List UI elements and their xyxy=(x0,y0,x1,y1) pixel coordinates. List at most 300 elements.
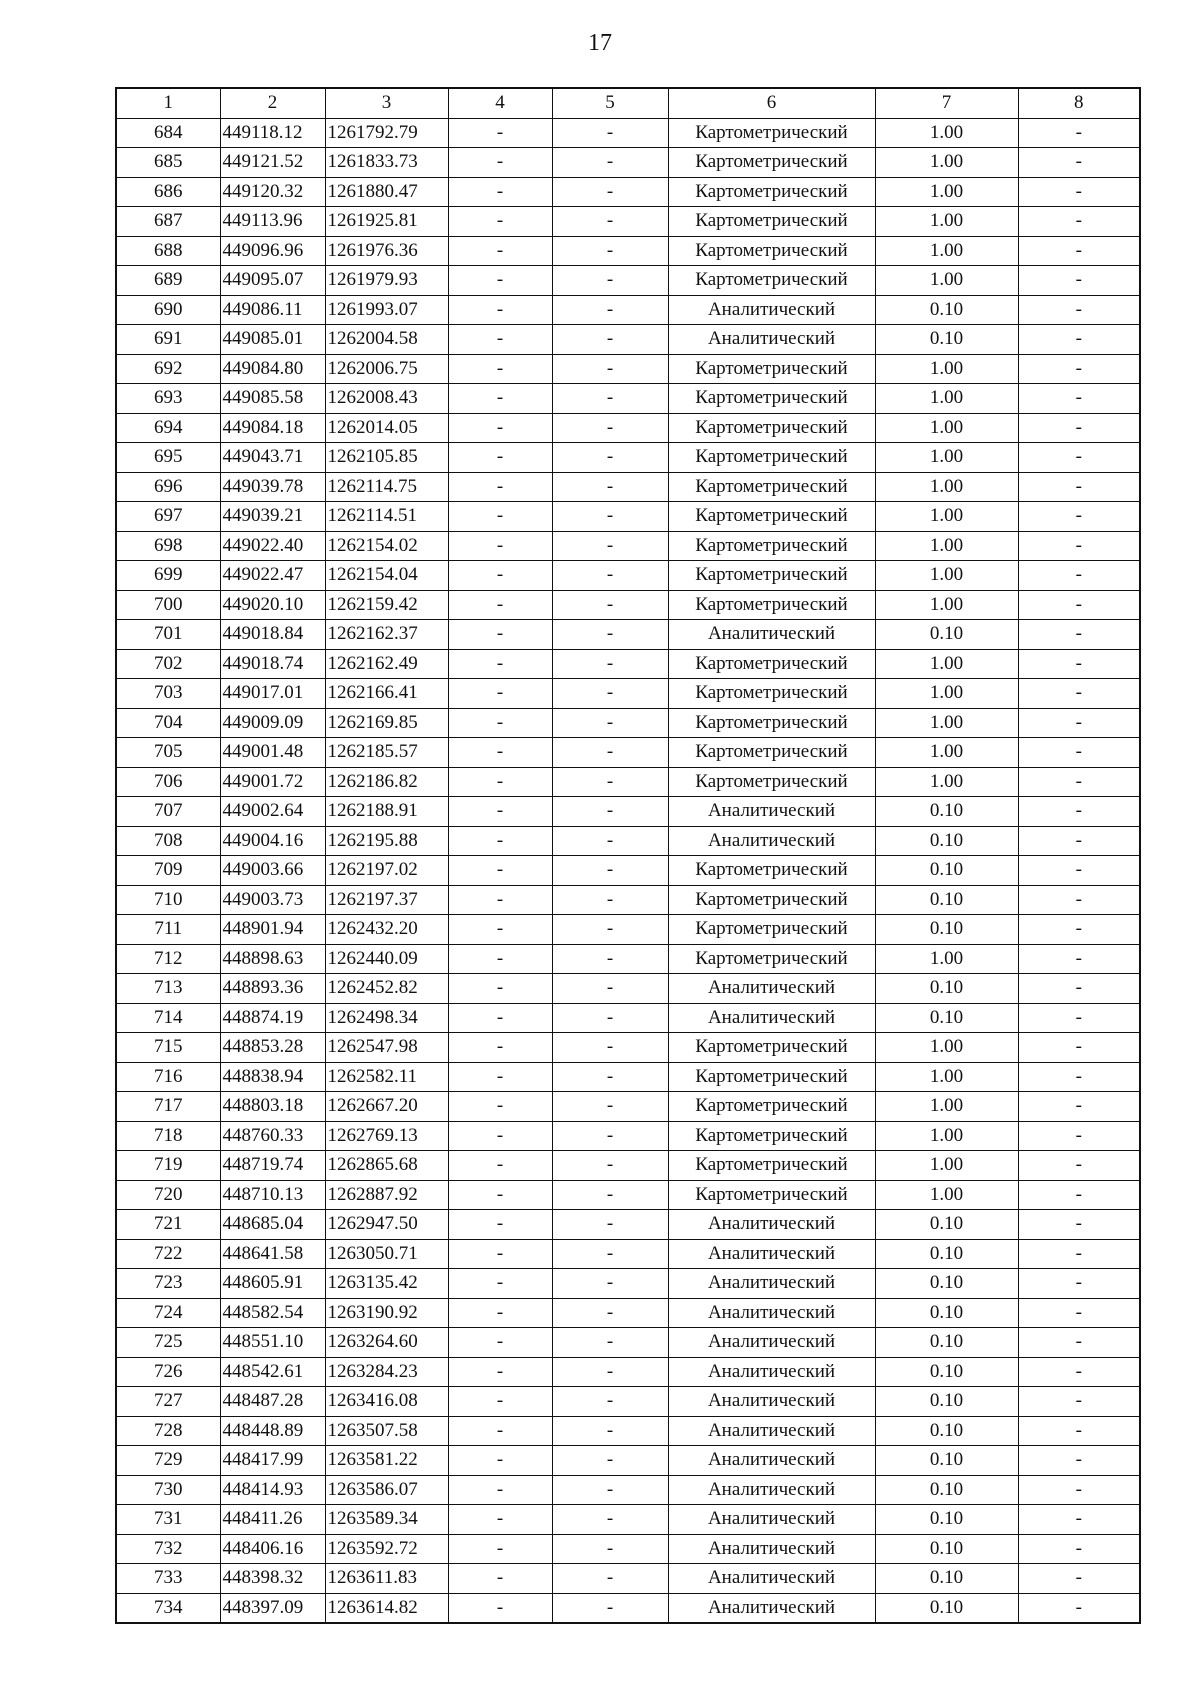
x-coordinate-cell: 449084.80 xyxy=(220,354,325,384)
x-coordinate-cell: 448685.04 xyxy=(220,1210,325,1240)
column-8-cell: - xyxy=(1018,856,1140,886)
x-coordinate-cell: 449039.21 xyxy=(220,502,325,532)
column-8-cell: - xyxy=(1018,1180,1140,1210)
x-coordinate-cell: 449022.40 xyxy=(220,531,325,561)
x-coordinate-cell: 449002.64 xyxy=(220,797,325,827)
table-row xyxy=(116,1092,1140,1122)
x-coordinate-cell: 449004.16 xyxy=(220,826,325,856)
y-coordinate-cell: 1262154.04 xyxy=(325,561,448,591)
accuracy-cell: 1.00 xyxy=(875,413,1018,443)
table-row xyxy=(116,1151,1140,1181)
point-number-cell: 729 xyxy=(116,1446,220,1476)
x-coordinate-cell: 448641.58 xyxy=(220,1239,325,1269)
column-4-cell: - xyxy=(448,915,552,945)
table-row xyxy=(116,649,1140,679)
accuracy-cell: 1.00 xyxy=(875,561,1018,591)
column-8-cell: - xyxy=(1018,1033,1140,1063)
column-4-cell: - xyxy=(448,738,552,768)
table-row xyxy=(116,915,1140,945)
column-5-cell: - xyxy=(552,1062,668,1092)
column-4-cell: - xyxy=(448,856,552,886)
column-4-cell: - xyxy=(448,148,552,178)
table-row xyxy=(116,738,1140,768)
column-4-cell: - xyxy=(448,1416,552,1446)
point-number-cell: 692 xyxy=(116,354,220,384)
point-number-cell: 705 xyxy=(116,738,220,768)
x-coordinate-cell: 448551.10 xyxy=(220,1328,325,1358)
method-cell: Картометрический xyxy=(668,767,875,797)
column-8-cell: - xyxy=(1018,1416,1140,1446)
y-coordinate-cell: 1263284.23 xyxy=(325,1357,448,1387)
page-number: 17 xyxy=(588,30,612,56)
column-8-cell: - xyxy=(1018,826,1140,856)
y-coordinate-cell: 1263581.22 xyxy=(325,1446,448,1476)
method-cell: Аналитический xyxy=(668,1210,875,1240)
y-coordinate-cell: 1263264.60 xyxy=(325,1328,448,1358)
column-5-cell: - xyxy=(552,118,668,148)
y-coordinate-cell: 1262162.49 xyxy=(325,649,448,679)
column-5-cell: - xyxy=(552,413,668,443)
y-coordinate-cell: 1262162.37 xyxy=(325,620,448,650)
column-5-cell: - xyxy=(552,1092,668,1122)
column-8-cell: - xyxy=(1018,1357,1140,1387)
x-coordinate-cell: 449085.58 xyxy=(220,384,325,414)
column-5-cell: - xyxy=(552,1475,668,1505)
method-cell: Картометрический xyxy=(668,443,875,473)
method-cell: Картометрический xyxy=(668,1062,875,1092)
method-cell: Аналитический xyxy=(668,325,875,355)
accuracy-cell: 1.00 xyxy=(875,207,1018,237)
method-cell: Картометрический xyxy=(668,1151,875,1181)
y-coordinate-cell: 1262004.58 xyxy=(325,325,448,355)
method-cell: Аналитический xyxy=(668,295,875,325)
x-coordinate-cell: 448582.54 xyxy=(220,1298,325,1328)
column-header: 5 xyxy=(552,88,668,118)
column-8-cell: - xyxy=(1018,1210,1140,1240)
column-4-cell: - xyxy=(448,1092,552,1122)
point-number-cell: 700 xyxy=(116,590,220,620)
y-coordinate-cell: 1262947.50 xyxy=(325,1210,448,1240)
column-5-cell: - xyxy=(552,974,668,1004)
accuracy-cell: 0.10 xyxy=(875,620,1018,650)
column-5-cell: - xyxy=(552,1564,668,1594)
accuracy-cell: 1.00 xyxy=(875,502,1018,532)
point-number-cell: 704 xyxy=(116,708,220,738)
accuracy-cell: 0.10 xyxy=(875,1210,1018,1240)
method-cell: Картометрический xyxy=(668,1092,875,1122)
method-cell: Картометрический xyxy=(668,1033,875,1063)
column-8-cell: - xyxy=(1018,502,1140,532)
column-8-cell: - xyxy=(1018,1298,1140,1328)
point-number-cell: 717 xyxy=(116,1092,220,1122)
column-4-cell: - xyxy=(448,1151,552,1181)
x-coordinate-cell: 449113.96 xyxy=(220,207,325,237)
column-header: 6 xyxy=(668,88,875,118)
point-number-cell: 694 xyxy=(116,413,220,443)
column-8-cell: - xyxy=(1018,1475,1140,1505)
column-5-cell: - xyxy=(552,767,668,797)
point-number-cell: 709 xyxy=(116,856,220,886)
y-coordinate-cell: 1263592.72 xyxy=(325,1534,448,1564)
column-4-cell: - xyxy=(448,885,552,915)
table-row xyxy=(116,885,1140,915)
column-4-cell: - xyxy=(448,826,552,856)
x-coordinate-cell: 448448.89 xyxy=(220,1416,325,1446)
method-cell: Аналитический xyxy=(668,826,875,856)
table-row xyxy=(116,679,1140,709)
table-row xyxy=(116,1357,1140,1387)
column-5-cell: - xyxy=(552,1593,668,1623)
accuracy-cell: 0.10 xyxy=(875,1446,1018,1476)
x-coordinate-cell: 448853.28 xyxy=(220,1033,325,1063)
accuracy-cell: 1.00 xyxy=(875,472,1018,502)
method-cell: Аналитический xyxy=(668,1269,875,1299)
x-coordinate-cell: 449086.11 xyxy=(220,295,325,325)
accuracy-cell: 1.00 xyxy=(875,1033,1018,1063)
column-4-cell: - xyxy=(448,620,552,650)
column-4-cell: - xyxy=(448,295,552,325)
column-5-cell: - xyxy=(552,1387,668,1417)
method-cell: Аналитический xyxy=(668,1505,875,1535)
column-4-cell: - xyxy=(448,1505,552,1535)
column-8-cell: - xyxy=(1018,1564,1140,1594)
column-4-cell: - xyxy=(448,1357,552,1387)
point-number-cell: 688 xyxy=(116,236,220,266)
method-cell: Картометрический xyxy=(668,236,875,266)
y-coordinate-cell: 1262166.41 xyxy=(325,679,448,709)
point-number-cell: 713 xyxy=(116,974,220,1004)
point-number-cell: 731 xyxy=(116,1505,220,1535)
method-cell: Картометрический xyxy=(668,384,875,414)
table-body xyxy=(116,118,1140,1623)
accuracy-cell: 1.00 xyxy=(875,148,1018,178)
column-4-cell: - xyxy=(448,561,552,591)
column-header: 4 xyxy=(448,88,552,118)
column-4-cell: - xyxy=(448,974,552,1004)
accuracy-cell: 0.10 xyxy=(875,325,1018,355)
point-number-cell: 720 xyxy=(116,1180,220,1210)
column-8-cell: - xyxy=(1018,944,1140,974)
column-8-cell: - xyxy=(1018,679,1140,709)
column-4-cell: - xyxy=(448,1121,552,1151)
table-row xyxy=(116,148,1140,178)
method-cell: Аналитический xyxy=(668,974,875,1004)
column-8-cell: - xyxy=(1018,1121,1140,1151)
accuracy-cell: 0.10 xyxy=(875,1475,1018,1505)
column-8-cell: - xyxy=(1018,1003,1140,1033)
column-4-cell: - xyxy=(448,118,552,148)
column-5-cell: - xyxy=(552,1416,668,1446)
column-8-cell: - xyxy=(1018,1151,1140,1181)
x-coordinate-cell: 448719.74 xyxy=(220,1151,325,1181)
y-coordinate-cell: 1262114.51 xyxy=(325,502,448,532)
column-4-cell: - xyxy=(448,472,552,502)
accuracy-cell: 1.00 xyxy=(875,531,1018,561)
accuracy-cell: 1.00 xyxy=(875,1062,1018,1092)
accuracy-cell: 1.00 xyxy=(875,266,1018,296)
point-number-cell: 730 xyxy=(116,1475,220,1505)
table-row xyxy=(116,472,1140,502)
method-cell: Аналитический xyxy=(668,1446,875,1476)
column-8-cell: - xyxy=(1018,118,1140,148)
column-5-cell: - xyxy=(552,1003,668,1033)
method-cell: Картометрический xyxy=(668,679,875,709)
x-coordinate-cell: 449118.12 xyxy=(220,118,325,148)
column-8-cell: - xyxy=(1018,1328,1140,1358)
table-row xyxy=(116,708,1140,738)
column-8-cell: - xyxy=(1018,325,1140,355)
accuracy-cell: 1.00 xyxy=(875,944,1018,974)
method-cell: Аналитический xyxy=(668,1593,875,1623)
method-cell: Картометрический xyxy=(668,531,875,561)
method-cell: Картометрический xyxy=(668,561,875,591)
column-5-cell: - xyxy=(552,1505,668,1535)
accuracy-cell: 1.00 xyxy=(875,177,1018,207)
table-row xyxy=(116,266,1140,296)
column-4-cell: - xyxy=(448,443,552,473)
accuracy-cell: 0.10 xyxy=(875,1593,1018,1623)
column-5-cell: - xyxy=(552,266,668,296)
accuracy-cell: 1.00 xyxy=(875,1092,1018,1122)
accuracy-cell: 1.00 xyxy=(875,384,1018,414)
x-coordinate-cell: 449085.01 xyxy=(220,325,325,355)
y-coordinate-cell: 1263416.08 xyxy=(325,1387,448,1417)
accuracy-cell: 1.00 xyxy=(875,118,1018,148)
method-cell: Картометрический xyxy=(668,502,875,532)
y-coordinate-cell: 1261880.47 xyxy=(325,177,448,207)
method-cell: Картометрический xyxy=(668,118,875,148)
method-cell: Аналитический xyxy=(668,1239,875,1269)
column-4-cell: - xyxy=(448,1062,552,1092)
y-coordinate-cell: 1263050.71 xyxy=(325,1239,448,1269)
column-4-cell: - xyxy=(448,1210,552,1240)
column-5-cell: - xyxy=(552,354,668,384)
column-8-cell: - xyxy=(1018,797,1140,827)
table-header-row xyxy=(116,88,1140,118)
table-row xyxy=(116,1475,1140,1505)
column-5-cell: - xyxy=(552,1239,668,1269)
table-row xyxy=(116,1298,1140,1328)
column-5-cell: - xyxy=(552,738,668,768)
point-number-cell: 702 xyxy=(116,649,220,679)
table-row xyxy=(116,1269,1140,1299)
point-number-cell: 693 xyxy=(116,384,220,414)
point-number-cell: 727 xyxy=(116,1387,220,1417)
table-row xyxy=(116,944,1140,974)
column-5-cell: - xyxy=(552,561,668,591)
table-row xyxy=(116,325,1140,355)
point-number-cell: 733 xyxy=(116,1564,220,1594)
x-coordinate-cell: 449039.78 xyxy=(220,472,325,502)
column-4-cell: - xyxy=(448,531,552,561)
accuracy-cell: 1.00 xyxy=(875,1180,1018,1210)
column-5-cell: - xyxy=(552,325,668,355)
column-5-cell: - xyxy=(552,177,668,207)
column-5-cell: - xyxy=(552,679,668,709)
point-number-cell: 706 xyxy=(116,767,220,797)
method-cell: Картометрический xyxy=(668,649,875,679)
point-number-cell: 686 xyxy=(116,177,220,207)
method-cell: Картометрический xyxy=(668,944,875,974)
table-row xyxy=(116,1446,1140,1476)
column-4-cell: - xyxy=(448,1033,552,1063)
y-coordinate-cell: 1262432.20 xyxy=(325,915,448,945)
column-4-cell: - xyxy=(448,1269,552,1299)
column-8-cell: - xyxy=(1018,885,1140,915)
column-8-cell: - xyxy=(1018,354,1140,384)
y-coordinate-cell: 1261925.81 xyxy=(325,207,448,237)
column-8-cell: - xyxy=(1018,531,1140,561)
column-8-cell: - xyxy=(1018,295,1140,325)
table-row xyxy=(116,1593,1140,1623)
x-coordinate-cell: 449120.32 xyxy=(220,177,325,207)
accuracy-cell: 1.00 xyxy=(875,738,1018,768)
method-cell: Картометрический xyxy=(668,738,875,768)
method-cell: Картометрический xyxy=(668,856,875,886)
column-8-cell: - xyxy=(1018,266,1140,296)
y-coordinate-cell: 1262769.13 xyxy=(325,1121,448,1151)
column-5-cell: - xyxy=(552,1151,668,1181)
column-header: 7 xyxy=(875,88,1018,118)
column-4-cell: - xyxy=(448,354,552,384)
x-coordinate-cell: 449121.52 xyxy=(220,148,325,178)
table-row xyxy=(116,826,1140,856)
table-row xyxy=(116,856,1140,886)
point-number-cell: 712 xyxy=(116,944,220,974)
column-5-cell: - xyxy=(552,1446,668,1476)
method-cell: Картометрический xyxy=(668,413,875,443)
accuracy-cell: 0.10 xyxy=(875,856,1018,886)
y-coordinate-cell: 1262887.92 xyxy=(325,1180,448,1210)
x-coordinate-cell: 449084.18 xyxy=(220,413,325,443)
point-number-cell: 691 xyxy=(116,325,220,355)
x-coordinate-cell: 449096.96 xyxy=(220,236,325,266)
x-coordinate-cell: 449003.73 xyxy=(220,885,325,915)
column-8-cell: - xyxy=(1018,974,1140,1004)
column-5-cell: - xyxy=(552,620,668,650)
y-coordinate-cell: 1262185.57 xyxy=(325,738,448,768)
y-coordinate-cell: 1262014.05 xyxy=(325,413,448,443)
column-5-cell: - xyxy=(552,1033,668,1063)
column-8-cell: - xyxy=(1018,649,1140,679)
x-coordinate-cell: 449003.66 xyxy=(220,856,325,886)
accuracy-cell: 1.00 xyxy=(875,649,1018,679)
column-5-cell: - xyxy=(552,236,668,266)
column-5-cell: - xyxy=(552,472,668,502)
accuracy-cell: 1.00 xyxy=(875,1121,1018,1151)
column-8-cell: - xyxy=(1018,472,1140,502)
column-4-cell: - xyxy=(448,1003,552,1033)
accuracy-cell: 0.10 xyxy=(875,915,1018,945)
y-coordinate-cell: 1262188.91 xyxy=(325,797,448,827)
table-row xyxy=(116,1180,1140,1210)
y-coordinate-cell: 1263190.92 xyxy=(325,1298,448,1328)
table-row xyxy=(116,295,1140,325)
column-4-cell: - xyxy=(448,1475,552,1505)
x-coordinate-cell: 448803.18 xyxy=(220,1092,325,1122)
column-8-cell: - xyxy=(1018,738,1140,768)
x-coordinate-cell: 449001.48 xyxy=(220,738,325,768)
x-coordinate-cell: 449095.07 xyxy=(220,266,325,296)
y-coordinate-cell: 1263611.83 xyxy=(325,1564,448,1594)
method-cell: Аналитический xyxy=(668,1534,875,1564)
point-number-cell: 689 xyxy=(116,266,220,296)
column-4-cell: - xyxy=(448,207,552,237)
method-cell: Аналитический xyxy=(668,1328,875,1358)
table-row xyxy=(116,354,1140,384)
column-5-cell: - xyxy=(552,826,668,856)
column-5-cell: - xyxy=(552,1210,668,1240)
accuracy-cell: 1.00 xyxy=(875,354,1018,384)
point-number-cell: 685 xyxy=(116,148,220,178)
method-cell: Картометрический xyxy=(668,207,875,237)
x-coordinate-cell: 449043.71 xyxy=(220,443,325,473)
x-coordinate-cell: 448893.36 xyxy=(220,974,325,1004)
column-4-cell: - xyxy=(448,1328,552,1358)
column-4-cell: - xyxy=(448,1446,552,1476)
y-coordinate-cell: 1262114.75 xyxy=(325,472,448,502)
accuracy-cell: 1.00 xyxy=(875,236,1018,266)
point-number-cell: 734 xyxy=(116,1593,220,1623)
y-coordinate-cell: 1262667.20 xyxy=(325,1092,448,1122)
point-number-cell: 696 xyxy=(116,472,220,502)
accuracy-cell: 0.10 xyxy=(875,826,1018,856)
method-cell: Картометрический xyxy=(668,708,875,738)
y-coordinate-cell: 1262197.02 xyxy=(325,856,448,886)
point-number-cell: 697 xyxy=(116,502,220,532)
method-cell: Аналитический xyxy=(668,1416,875,1446)
accuracy-cell: 1.00 xyxy=(875,590,1018,620)
y-coordinate-cell: 1262582.11 xyxy=(325,1062,448,1092)
table-row xyxy=(116,236,1140,266)
accuracy-cell: 1.00 xyxy=(875,1151,1018,1181)
y-coordinate-cell: 1262440.09 xyxy=(325,944,448,974)
x-coordinate-cell: 448542.61 xyxy=(220,1357,325,1387)
column-5-cell: - xyxy=(552,590,668,620)
coordinates-table xyxy=(115,87,1141,1624)
y-coordinate-cell: 1262195.88 xyxy=(325,826,448,856)
column-4-cell: - xyxy=(448,708,552,738)
column-5-cell: - xyxy=(552,295,668,325)
point-number-cell: 707 xyxy=(116,797,220,827)
y-coordinate-cell: 1263614.82 xyxy=(325,1593,448,1623)
column-8-cell: - xyxy=(1018,148,1140,178)
method-cell: Картометрический xyxy=(668,354,875,384)
point-number-cell: 718 xyxy=(116,1121,220,1151)
x-coordinate-cell: 448406.16 xyxy=(220,1534,325,1564)
y-coordinate-cell: 1263589.34 xyxy=(325,1505,448,1535)
y-coordinate-cell: 1261993.07 xyxy=(325,295,448,325)
table-row xyxy=(116,118,1140,148)
x-coordinate-cell: 448605.91 xyxy=(220,1269,325,1299)
accuracy-cell: 0.10 xyxy=(875,885,1018,915)
table-row xyxy=(116,1062,1140,1092)
column-4-cell: - xyxy=(448,1239,552,1269)
x-coordinate-cell: 448874.19 xyxy=(220,1003,325,1033)
method-cell: Картометрический xyxy=(668,590,875,620)
point-number-cell: 687 xyxy=(116,207,220,237)
x-coordinate-cell: 449018.74 xyxy=(220,649,325,679)
column-8-cell: - xyxy=(1018,443,1140,473)
table-row xyxy=(116,590,1140,620)
column-4-cell: - xyxy=(448,502,552,532)
x-coordinate-cell: 449009.09 xyxy=(220,708,325,738)
column-8-cell: - xyxy=(1018,1505,1140,1535)
column-5-cell: - xyxy=(552,1180,668,1210)
table-row xyxy=(116,443,1140,473)
y-coordinate-cell: 1262865.68 xyxy=(325,1151,448,1181)
accuracy-cell: 0.10 xyxy=(875,1239,1018,1269)
